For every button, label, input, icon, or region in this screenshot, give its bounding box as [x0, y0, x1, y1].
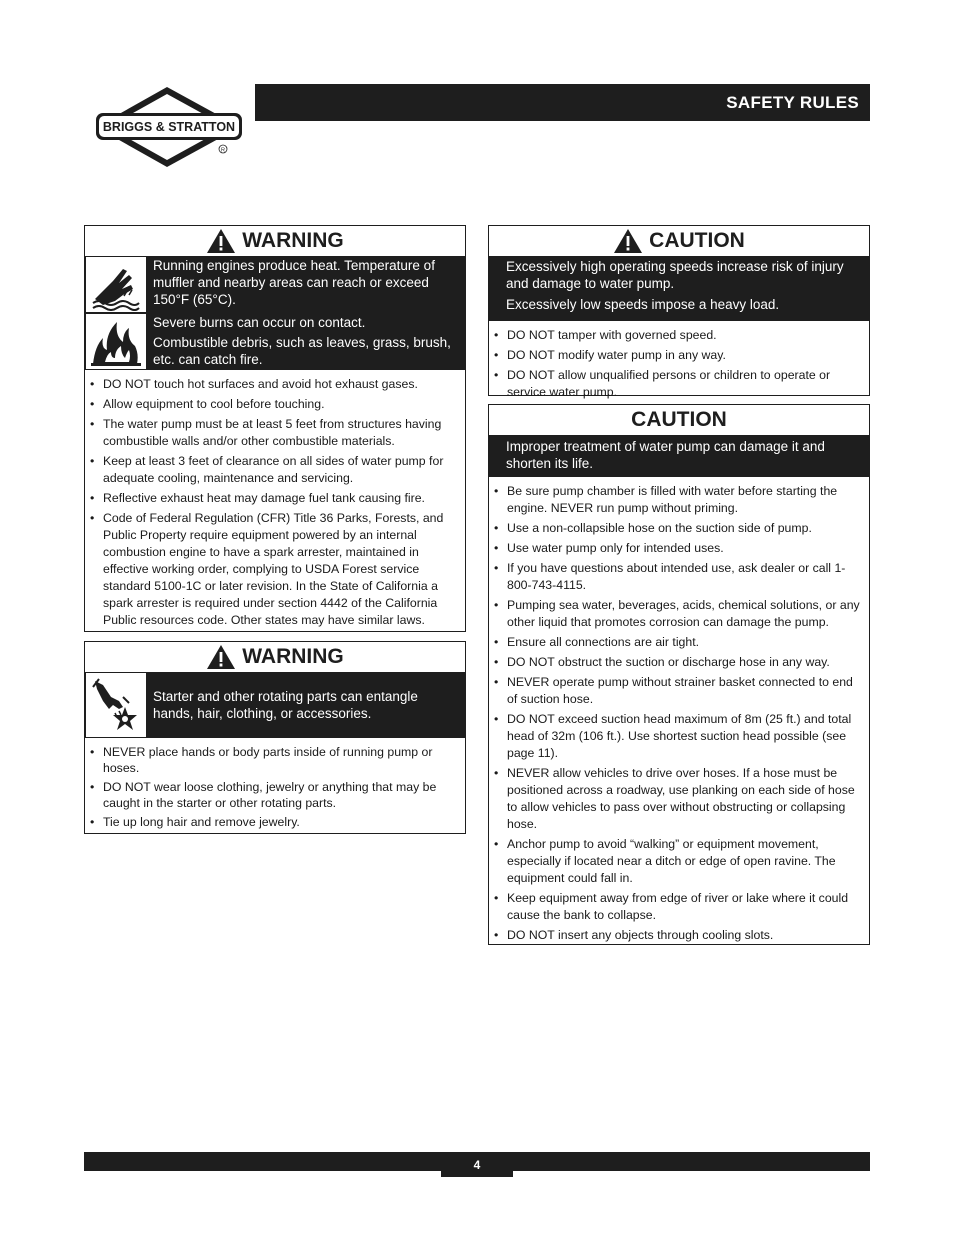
list-item: • DO NOT tamper with governed speed.	[489, 327, 865, 344]
list-item: • Use water pump only for intended uses.	[489, 540, 865, 557]
warning-heat-list	[85, 370, 465, 636]
hot-surface-hand-icon	[85, 256, 147, 313]
list-item: • NEVER operate pump without strainer basket connected to end of suction hose.	[489, 674, 865, 708]
hazard-high-speed-text: Excessively high operating speeds increase risk of injury and damage to water pump.	[506, 259, 844, 291]
list-item: • NEVER allow vehicles to drive over hoses. If a hose must be positioned across a roadway, use planking on each side of hose to allow vehicles to pass over without obstructing or collapsing hose.	[489, 765, 865, 833]
list-item: • Keep at least 3 feet of clearance on all sides of water pump for adequate cooling, maintenance and servicing.	[85, 453, 461, 487]
logo-text: BRIGGS & STRATTON	[102, 120, 236, 134]
list-item: • Code of Federal Regulation (CFR) Title 36 Parks, Forests, and Public Property require equipment powered by an internal combustion engine to have a spark arrester, maintained in effective working order, complying to USDA Forest service standard 5100-1C or later revision. In the State of California a spark arrester is required under section 4442 of the California Public resources code. Other states may have similar laws.	[85, 510, 461, 629]
warning-triangle-icon	[613, 228, 643, 254]
warning-heat-hazard	[85, 256, 465, 370]
warning-triangle-icon	[206, 228, 236, 254]
caution-speed-list	[489, 321, 869, 408]
fire-icon	[85, 313, 147, 370]
caution-speed-box	[488, 225, 870, 399]
hazard-burn-text: Severe burns can occur on contact.	[153, 315, 366, 330]
warning-heat-title: WARNING	[85, 226, 465, 256]
caution-treatment-list	[489, 477, 869, 951]
warning-entangle-title: WARNING	[85, 642, 465, 672]
hazard-treatment-text: Improper treatment of water pump can damage it and shorten its life.	[506, 439, 825, 471]
warning-entangle-hazard	[85, 672, 465, 738]
svg-text:R: R	[221, 147, 225, 154]
list-item: • Pumping sea water, beverages, acids, chemical solutions, or any other liquid that promotes corrosion can damage the pump.	[489, 597, 865, 631]
list-item: • DO NOT exceed suction head maximum of 8m (25 ft.) and total head of 32m (106 ft.). Use shortest suction head possible (see page 11).	[489, 711, 865, 762]
list-item: • The water pump must be at least 5 feet from structures having combustible walls and/or other combustible materials.	[85, 416, 461, 450]
warning-heat-box	[84, 225, 466, 632]
page-number: 4	[441, 1152, 513, 1177]
list-item: • Reflective exhaust heat may damage fuel tank causing fire.	[85, 490, 461, 507]
caution-treatment-title: CAUTION	[631, 408, 727, 431]
list-item: • DO NOT modify water pump in any way.	[489, 347, 865, 364]
warning-triangle-icon	[206, 644, 236, 670]
list-item: • Use a non-collapsible hose on the suction side of pump.	[489, 520, 865, 537]
list-item: • DO NOT touch hot surfaces and avoid hot exhaust gases.	[85, 376, 461, 393]
hazard-entangle-text: Starter and other rotating parts can entangle hands, hair, clothing, or accessories.	[153, 688, 418, 721]
list-item: • DO NOT wear loose clothing, jewelry or anything that may be caught in the starter or other rotating parts.	[85, 779, 461, 811]
hazard-heat-text: Running engines produce heat. Temperature of muffler and nearby areas can reach or exceed 150°F (65°C).	[153, 258, 435, 307]
list-item: • NEVER place hands or body parts inside of running pump or hoses.	[85, 744, 461, 776]
caution-treatment-box	[488, 404, 870, 945]
warning-entangle-list	[85, 738, 465, 837]
list-item: • DO NOT obstruct the suction or discharge hose in any way.	[489, 654, 865, 671]
list-item: • Keep equipment away from edge of river or lake where it could cause the bank to collapse.	[489, 890, 865, 924]
list-item: • Ensure all connections are air tight.	[489, 634, 865, 651]
caution-speed-hazard	[489, 256, 869, 321]
briggs-stratton-logo	[94, 84, 244, 170]
list-item: • Tie up long hair and remove jewelry.	[85, 814, 461, 830]
list-item: • DO NOT allow unqualified persons or children to operate or service water pump.	[489, 367, 865, 401]
caution-speed-title: CAUTION	[489, 226, 869, 256]
hazard-low-speed-text: Excessively low speeds impose a heavy load.	[506, 297, 780, 312]
header-bar	[255, 84, 870, 121]
entanglement-hand-icon	[85, 672, 147, 738]
list-item: • If you have questions about intended use, ask dealer or call 1-800-743-4115.	[489, 560, 865, 594]
list-item: • Be sure pump chamber is filled with water before starting the engine. NEVER run pump without priming.	[489, 483, 865, 517]
section-title: SAFETY RULES	[726, 92, 859, 112]
list-item: • Allow equipment to cool before touching.	[85, 396, 461, 413]
list-item: • Anchor pump to avoid “walking” or equipment movement, especially if located near a ditch or edge of open ravine. The equipment could fall in.	[489, 836, 865, 887]
hazard-combustible-text: Combustible debris, such as leaves, grass, brush, etc. can catch fire.	[153, 335, 451, 367]
list-item: • DO NOT insert any objects through cooling slots.	[489, 927, 865, 944]
caution-treatment-hazard	[489, 435, 869, 477]
warning-entangle-box	[84, 641, 466, 834]
